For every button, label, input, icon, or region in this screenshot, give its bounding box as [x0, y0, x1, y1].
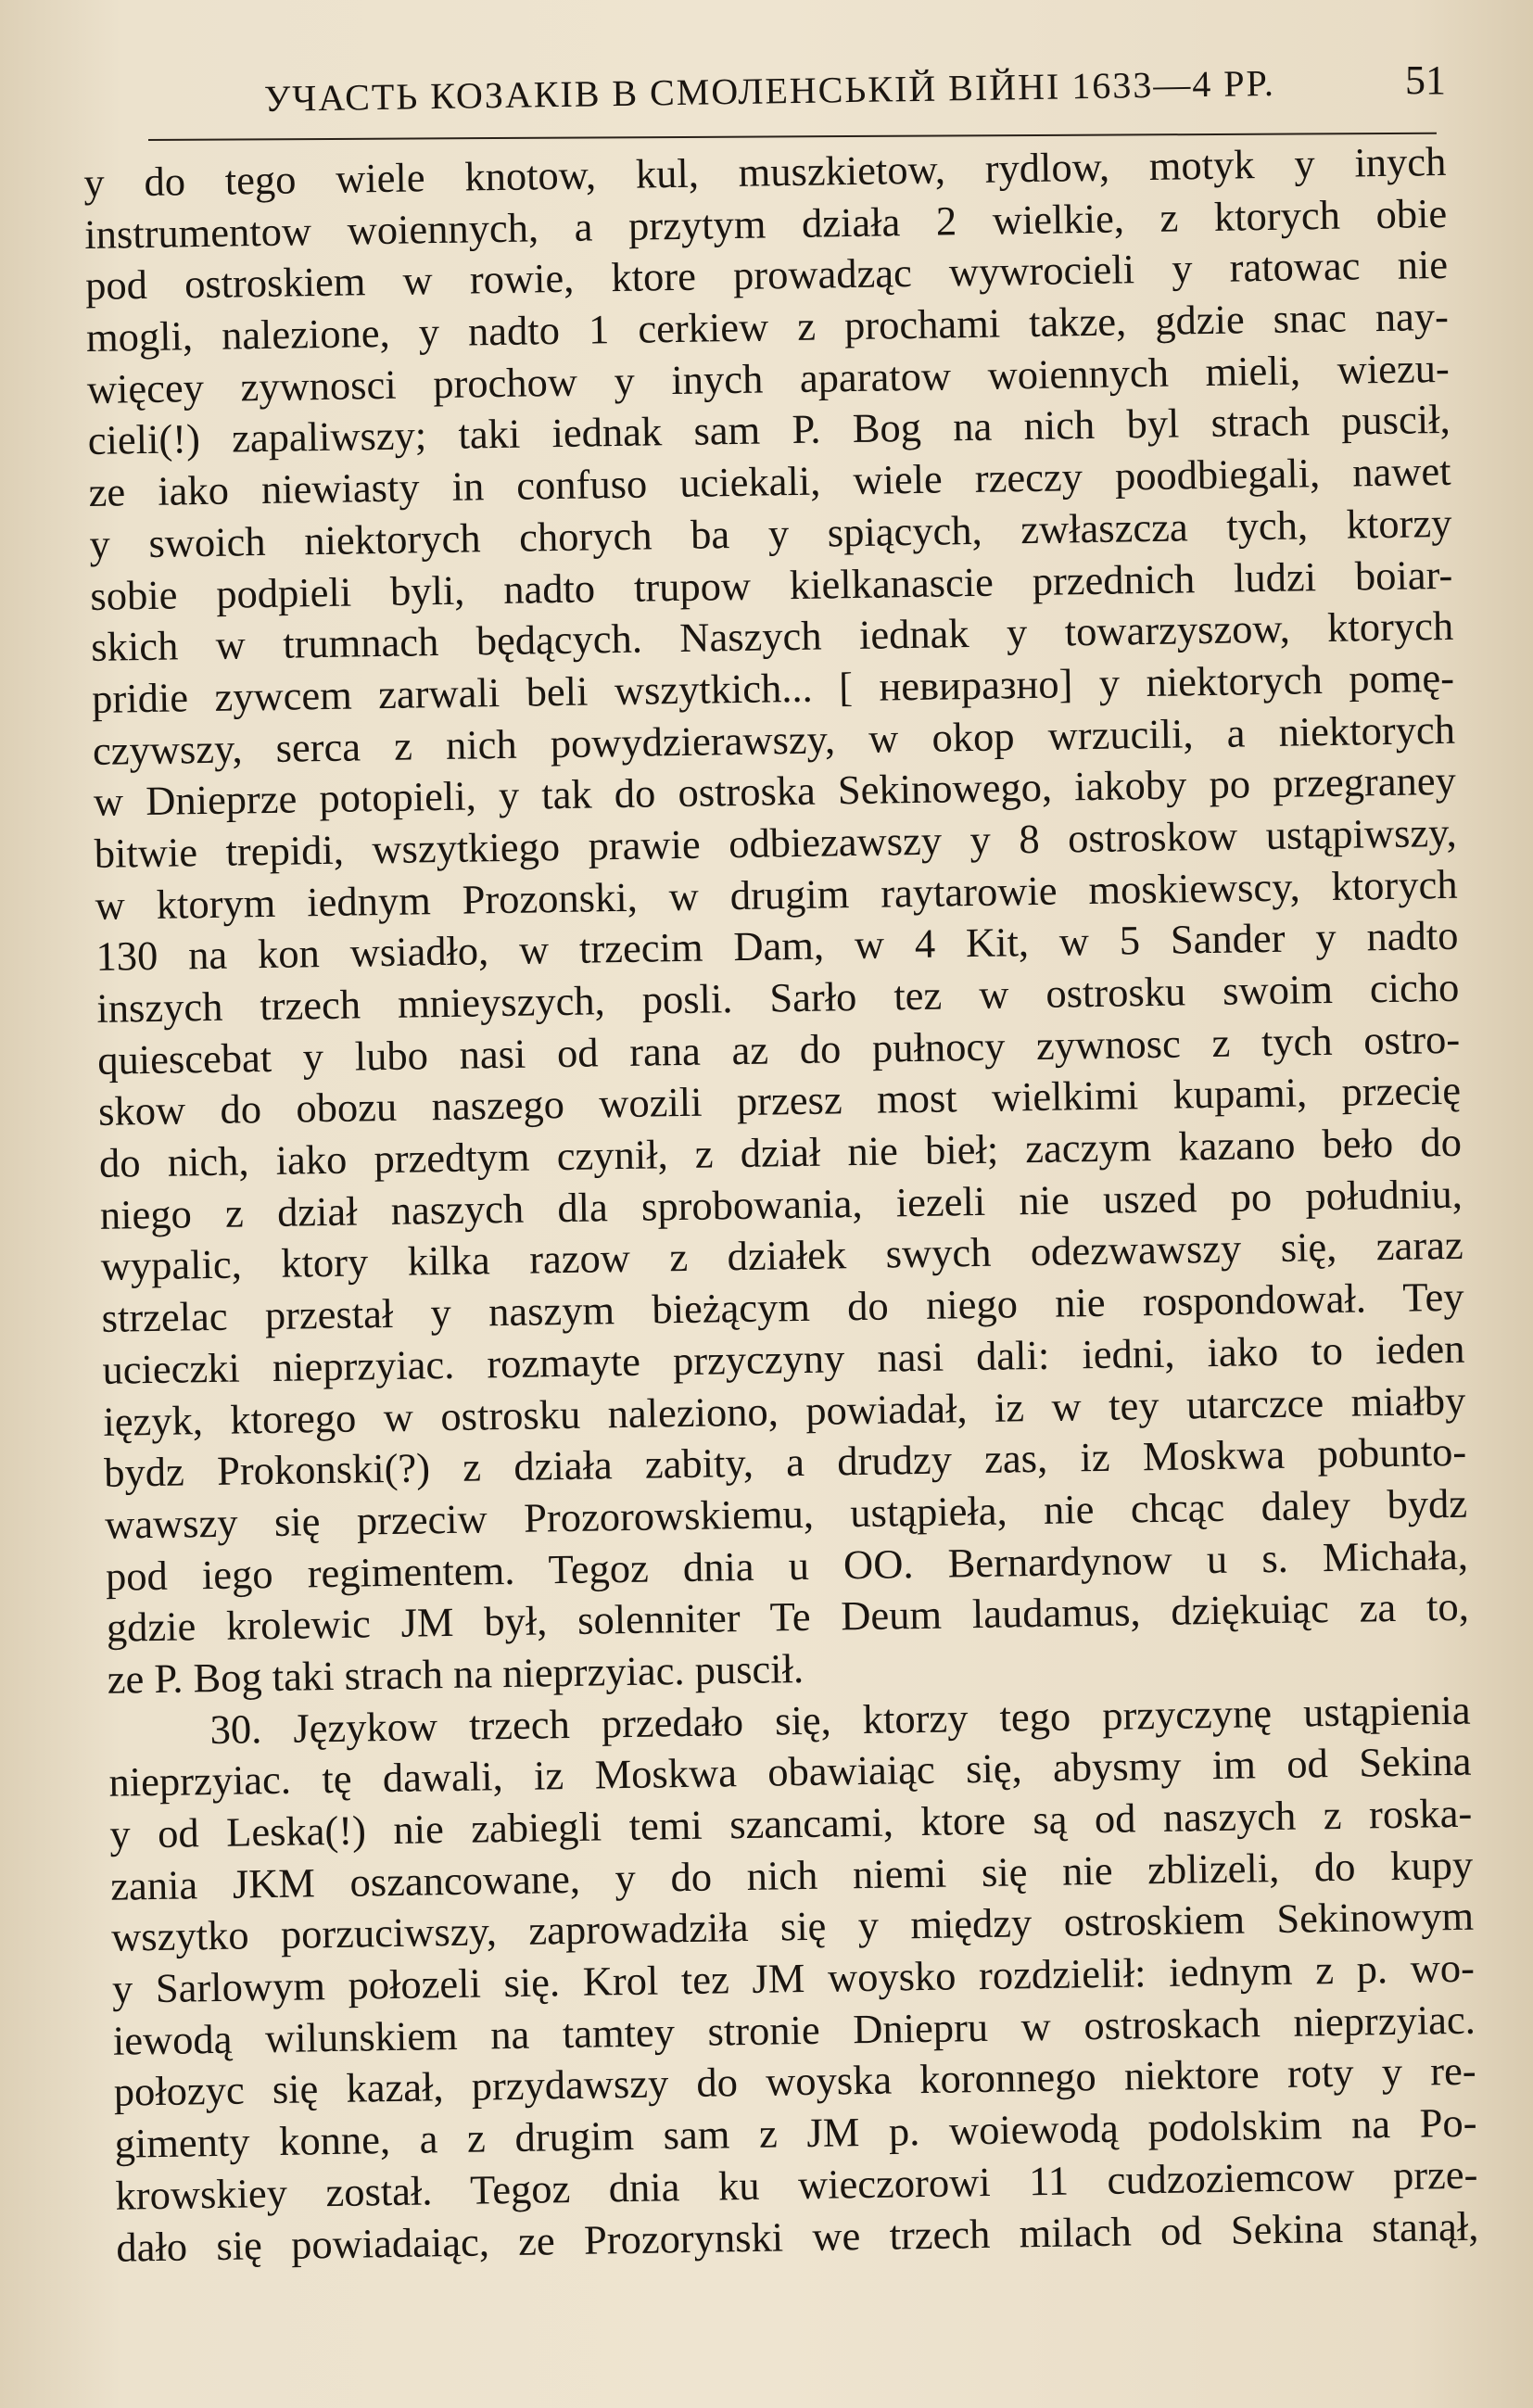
text-line: pod iego regimentem. Tegoz dnia u OO. Bernardynow u s. Michała,	[105, 1531, 1469, 1600]
text-line: krowskiey został. Tegoz dnia ku wieczorowi 11 cudzoziemcow prze-	[115, 2150, 1478, 2219]
text-line: y swoich niektorych chorych ba y spiących, zwłaszcza tych, ktorzy	[89, 499, 1452, 567]
text-line: więcey zywnosci prochow y inych aparatow woiennych mieli, wiezu-	[86, 344, 1451, 412]
text-line: czywszy, serca z nich powydzierawszy, w okop wrzucili, a niektorych	[92, 705, 1456, 774]
text-line: niego z dział naszych dla sprobowania, iezeli nie uszed po południu,	[99, 1170, 1463, 1238]
text-line: nieprzyiac. tę dawali, iz Moskwa obawiaiąc się, abysmy im od Sekina	[108, 1738, 1472, 1806]
running-title: УЧАСТЬ КОЗАКІВ В СМОЛЕНСЬКІЙ ВІЙНІ 1633—4 РР.	[263, 61, 1276, 120]
text-line: inszych trzech mnieyszych, posli. Sarło tez w ostrosku swoim cicho	[96, 963, 1460, 1032]
text-line: quiescebat y lubo nasi od rana az do pułnocy zywnosc z tych ostro-	[96, 1015, 1461, 1084]
text-line: gimenty konne, a z drugim sam z JM p. woiewodą podolskim na Po-	[114, 2098, 1477, 2167]
text-line: w Dnieprze potopieli, y tak do ostroska Sekinowego, iakoby po przegraney	[93, 757, 1457, 826]
text-line: skich w trumnach będących. Naszych iednak y towarzyszow, ktorych	[90, 602, 1454, 671]
text-line: sobie podpieli byli, nadto trupow kielkanascie przednich ludzi boiar-	[90, 551, 1453, 619]
text-line: ze iako niewiasty in confuso uciekali, wiele rzeczy poodbiegali, nawet	[88, 447, 1451, 516]
text-line: ucieczki nieprzyiac. rozmayte przyczyny nasi dali: iedni, iako to ieden	[102, 1324, 1465, 1393]
text-line: y do tego wiele knotow, kul, muszkietow, rydlow, motyk y inych	[83, 137, 1447, 206]
text-line: połozyc się kazał, przydawszy do woyska koronnego niektore roty y re-	[113, 2047, 1476, 2116]
body-text	[83, 136, 1479, 2274]
text-line: wypalic, ktory kilka razow z działek swych odezwawszy się, zaraz	[100, 1222, 1464, 1290]
text-line: do nich, iako przedtym czynił, z dział nie bieł; zaczym kazano beło do	[98, 1118, 1463, 1186]
text-line: y od Leska(!) nie zabiegli temi szancami, ktore są od naszych z roska-	[109, 1789, 1473, 1857]
text-line: instrumentow woiennych, a przytym działa 2 wielkie, z ktorych obie	[83, 189, 1448, 258]
text-line: bitwie trepidi, wszytkiego prawie odbiezawszy y 8 ostroskow ustąpiwszy,	[94, 808, 1458, 877]
page-header	[148, 51, 1446, 144]
text-line: strzelac przestał y naszym bieżącym do niego nie rospondował. Tey	[101, 1273, 1464, 1341]
text-line: iewodą wilunskiem na tamtey stronie Dniepru w ostroskach nieprzyiac.	[112, 1996, 1476, 2064]
text-line: zania JKM oszancowane, y do nich niemi się nie zblizeli, do kupy	[109, 1841, 1474, 1909]
text-line: wawszy się przeciw Prozorowskiemu, ustąpieła, nie chcąc daley bydz	[104, 1479, 1468, 1548]
text-line: gdzie krolewic JM był, solenniter Te Deum laudamus, dziękuiąc za to,	[106, 1582, 1470, 1652]
page-number: 51	[1405, 57, 1446, 103]
text-line: 30. Językow trzech przedało się, ktorzy tego przyczynę ustąpienia	[209, 1686, 1471, 1753]
text-line: pridie zywcem zarwali beli wszytkich... [ невиразно] y niektorych pomę-	[91, 653, 1455, 722]
text-line: w ktorym iednym Prozonski, w drugim raytarowie moskiewscy, ktorych	[95, 860, 1458, 929]
text-line: mogli, nalezione, y nadto 1 cerkiew z prochami takze, gdzie snac nay-	[85, 292, 1450, 361]
text-line: pod ostroskiem w rowie, ktore prowadząc wywrocieli y ratowac nie	[84, 241, 1449, 310]
text-line: dało się powiadaiąc, ze Prozorynski we trzech milach od Sekina stanął,	[116, 2202, 1479, 2271]
text-line: cieli(!) zapaliwszy; taki iednak sam P. Bog na nich byl strach puscił,	[87, 396, 1451, 464]
text-line: bydz Prokonski(?) z działa zabity, a drudzy zas, iz Moskwa pobunto-	[103, 1427, 1467, 1497]
text-line: skow do obozu naszego wozili przesz most wielkimi kupami, przecię	[97, 1067, 1462, 1135]
text-line: y Sarlowym połozeli się. Krol tez JM woysko rozdzielił: iednym z p. wo-	[111, 1944, 1476, 2012]
text-line: 130 na kon wsiadło, w trzecim Dam, w 4 Kit, w 5 Sander y nadto	[95, 912, 1459, 981]
text-line: ze P. Bog taki strach na nieprzyiac. puscił.	[107, 1644, 805, 1703]
text-line: wszytko porzuciwszy, zaprowadziła się y między ostroskiem Sekinowym	[110, 1893, 1475, 1961]
text-line: ięzyk, ktorego w ostrosku naleziono, powiadał, iz w tey utarczce miałby	[103, 1376, 1466, 1445]
